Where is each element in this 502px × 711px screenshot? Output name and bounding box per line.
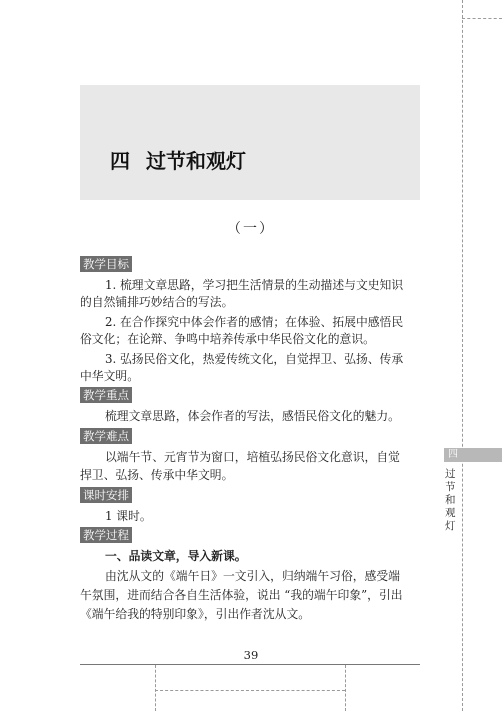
footer-rule	[80, 664, 420, 665]
process-line: 《端午给我的特别印象》，引出作者沈从文。	[80, 607, 311, 621]
footer-guide-line	[155, 690, 345, 691]
label-teaching-goals: 教学目标	[80, 256, 132, 272]
difficulty-line: 以端午节、元宵节为窗口，培植弘扬民俗文化意识，自觉	[105, 450, 400, 464]
goals-line: 1. 梳理文章思路，学习把生活情景的生动描述与文史知识	[105, 278, 404, 292]
goals-line: 中华文明。	[80, 369, 139, 383]
label-difficulty: 教学难点	[80, 428, 132, 444]
label-key-point: 教学重点	[80, 387, 132, 403]
process-line: 由沈从文的《端午日》一文引入，归纳端午习俗，感受端	[105, 569, 400, 583]
chapter-title	[110, 145, 246, 174]
chapter-banner	[80, 85, 420, 200]
side-char: 观	[445, 507, 456, 519]
goals-line: 的自然铺排巧妙结合的写法。	[80, 295, 234, 309]
key-point-text: 梳理文章思路，体会作者的写法，感悟民俗文化的魅力。	[105, 409, 400, 423]
footer-guide-line	[155, 665, 156, 711]
side-chapter-tab: 四	[444, 448, 502, 462]
goals-line: 2. 在合作探究中体会作者的感情；在体验、拓展中感悟民	[105, 315, 404, 329]
class-hours-text: 1 课时。	[105, 509, 152, 523]
label-class-hours: 课时安排	[80, 487, 132, 503]
binding-guide-line	[462, 0, 463, 711]
side-char: 灯	[445, 520, 456, 532]
page-number: 39	[243, 648, 259, 662]
difficulty-line: 捍卫、弘扬、传承中华文明。	[80, 468, 234, 482]
side-char: 节	[445, 481, 456, 493]
section-number: （一）	[227, 221, 275, 237]
process-line: 午氛围，进而结合各自生活体验，说出 “我的端午印象”，引出	[80, 588, 403, 602]
side-chapter-title	[445, 468, 459, 533]
side-char: 过	[445, 468, 456, 480]
chapter-name: 过节和观灯	[146, 149, 246, 173]
goals-line: 俗文化；在论辩、争鸣中培养传承中华民俗文化的意识。	[80, 332, 375, 346]
chapter-number: 四	[110, 149, 130, 173]
goals-line: 3. 弘扬民俗文化，热爱传统文化，自觉捍卫、弘扬、传承	[105, 352, 404, 366]
process-heading: 一、品读文章，导入新课。	[105, 549, 247, 563]
side-char: 和	[445, 494, 456, 506]
label-teaching-process: 教学过程	[80, 527, 132, 543]
binding-guide-line	[462, 18, 502, 19]
footer-guide-line	[345, 665, 346, 711]
